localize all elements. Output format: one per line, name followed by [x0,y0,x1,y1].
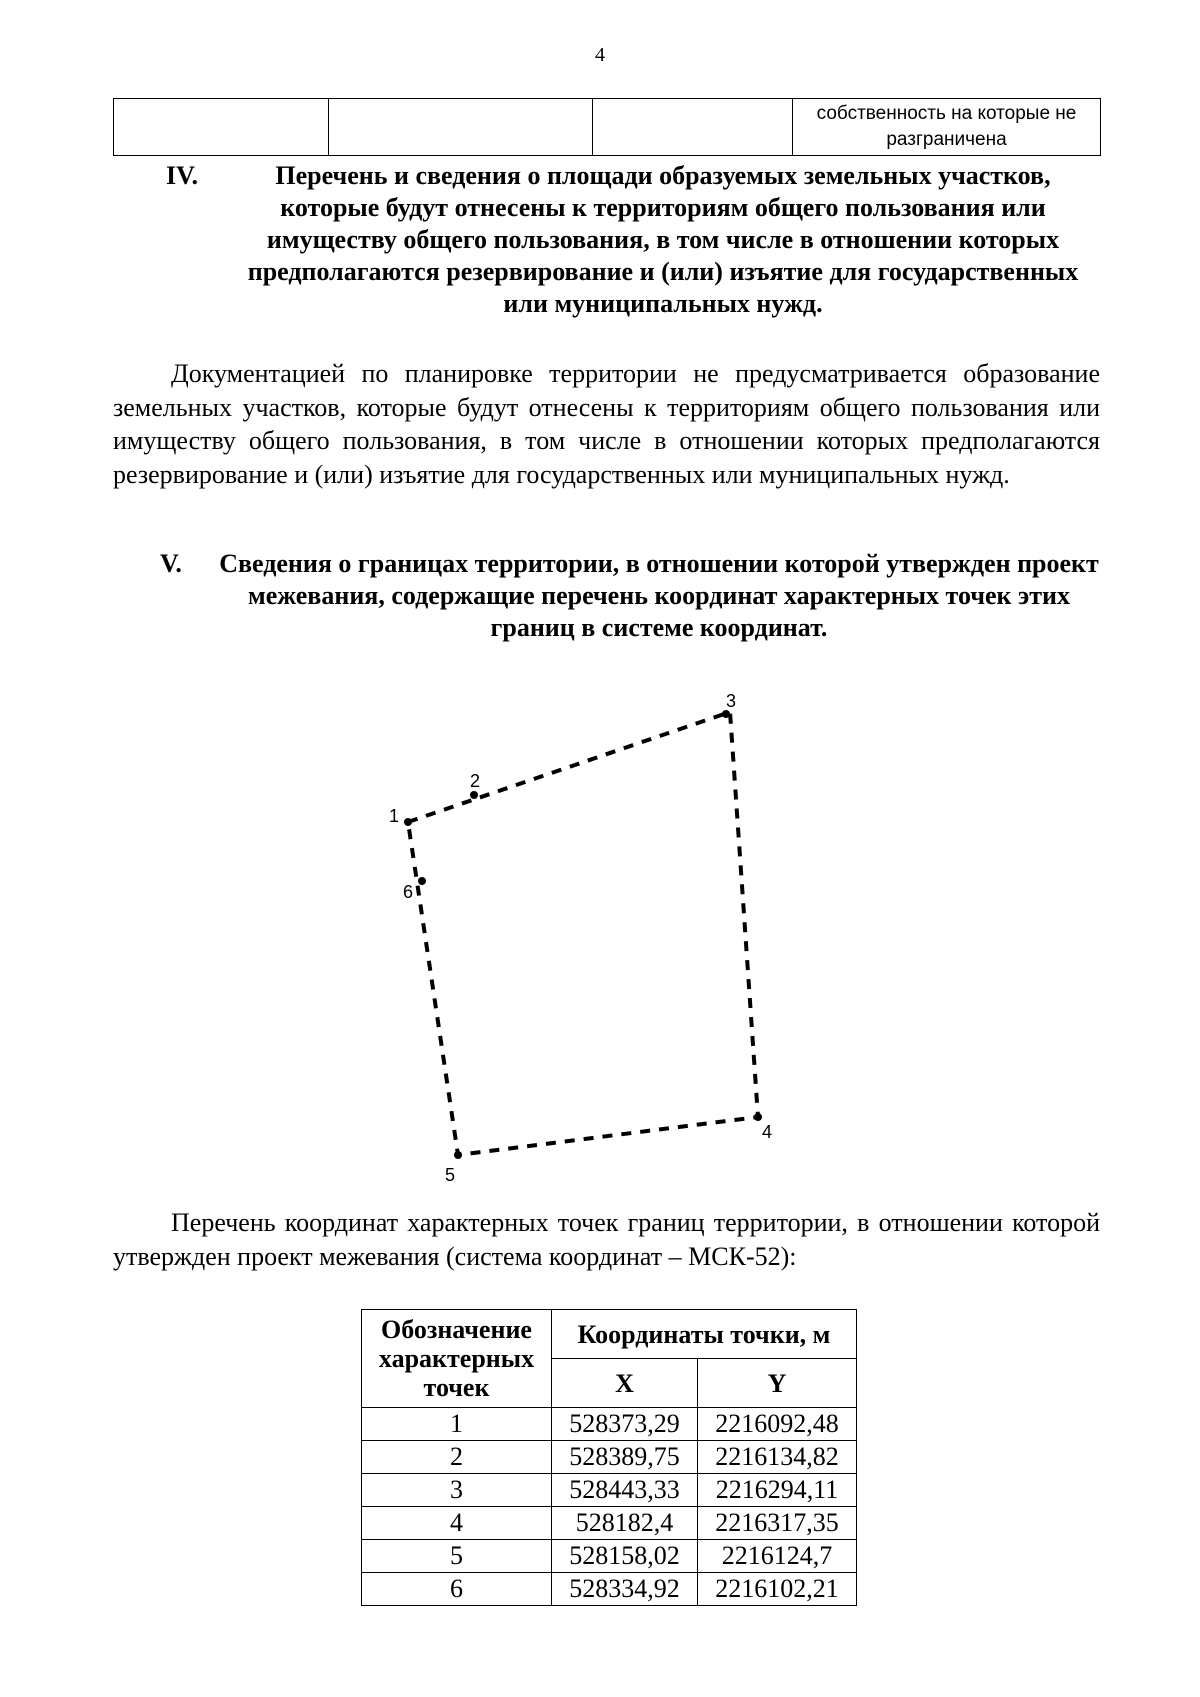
table-cell [593,99,793,156]
section-title: Сведения о границах территории, в отношении которой утвержден проект межевания, содержащие перечень координат характерных точек этих границ в системе координат. [219,549,1099,642]
x-cell: 528158,02 [552,1540,698,1573]
point-cell: 6 [362,1573,552,1606]
table-cell [329,99,593,156]
continued-table [113,98,1101,156]
coordinates-header: Координаты точки, м [552,1310,857,1359]
point-label: 1 [389,806,400,826]
section-4-heading [166,160,1102,320]
point-label: 3 [726,691,737,711]
y-cell: 2216102,21 [698,1573,857,1606]
boundary-point [454,1151,462,1159]
boundary-point [470,791,478,799]
x-cell: 528182,4 [552,1507,698,1540]
table-header-row [362,1310,857,1359]
section-4-paragraph: Документацией по планировке территории не предусматривается образование земельных участков, которые будут отнесены к территориям общего пользования или имуществу общего пользования, в том числе в отношении которых предполагаются резервирование и (или) изъятие для государственных или муниципальных нужд. [113,359,1100,489]
page-number: 4 [595,44,605,66]
x-header: X [552,1359,698,1408]
y-cell: 2216124,7 [698,1540,857,1573]
section-number: IV. [166,161,199,190]
table-row [362,1540,857,1573]
x-cell: 528443,33 [552,1474,698,1507]
y-cell: 2216317,35 [698,1507,857,1540]
table-cell: собственность на которые не разграничена [793,99,1101,156]
point-cell: 2 [362,1441,552,1474]
designation-header: Обозначение характерных точек [362,1310,552,1408]
y-cell: 2216294,11 [698,1474,857,1507]
point-cell: 1 [362,1408,552,1441]
point-label: 5 [445,1165,456,1185]
x-cell: 528334,92 [552,1573,698,1606]
section-number: V. [160,549,182,578]
point-label: 6 [403,882,414,902]
coordinates-table [361,1309,857,1606]
point-cell: 5 [362,1540,552,1573]
x-cell: 528373,29 [552,1408,698,1441]
section-title: Перечень и сведения о площади образуемых земельных участков, которые будут отнесены к территориям общего пользования или имуществу общего пользования, в том числе в отношении которых предполагаются резервирование и (или) изъятие для государственных или муниципальных нужд. [247,161,1079,318]
table-row [114,99,1101,156]
boundary-line [408,712,758,1155]
y-cell: 2216134,82 [698,1441,857,1474]
boundary-point [418,877,426,885]
table-row [362,1408,857,1441]
boundary-point [722,710,730,718]
point-label: 2 [470,771,481,791]
table-row [362,1441,857,1474]
point-cell: 3 [362,1474,552,1507]
point-label: 4 [762,1122,773,1142]
section-5-heading [160,548,1100,644]
table-row [362,1474,857,1507]
y-cell: 2216092,48 [698,1408,857,1441]
x-cell: 528389,75 [552,1441,698,1474]
y-header: Y [698,1359,857,1408]
boundary-point [754,1113,762,1121]
table-row [362,1507,857,1540]
table-row [362,1573,857,1606]
boundary-point [404,818,412,826]
point-cell: 4 [362,1507,552,1540]
coords-intro-paragraph: Перечень координат характерных точек границ территории, в отношении которой утвержден проект межевания (система координат – МСК-52): [113,1208,1100,1271]
table-cell [114,99,329,156]
boundary-diagram [380,690,800,1190]
